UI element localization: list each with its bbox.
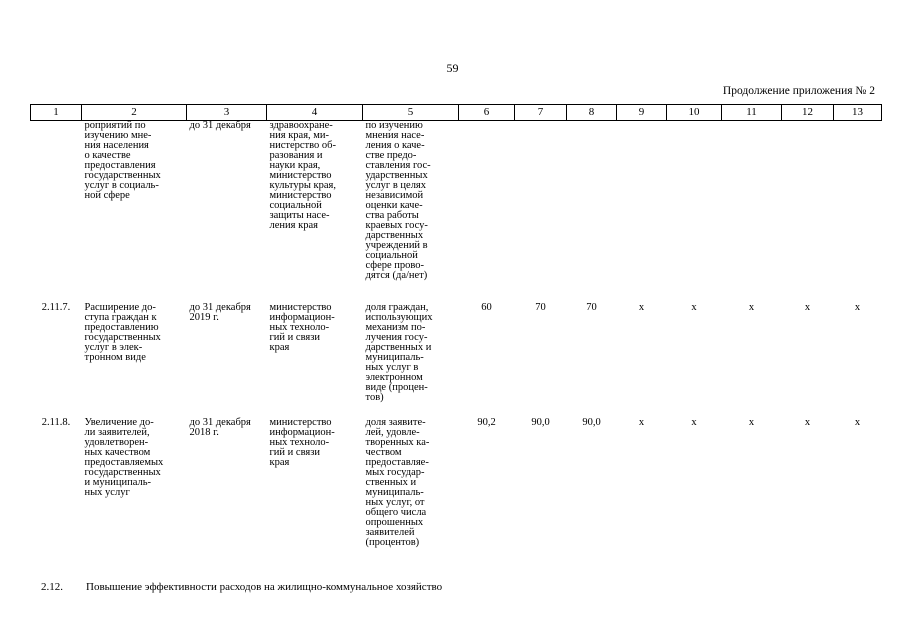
value-cell: x (691, 417, 697, 428)
value-cell: 90,0 (582, 417, 601, 428)
responsible-executor: министерство информацион- ных техноло- гий и связи края (269, 302, 335, 353)
value-cell: x (748, 417, 755, 428)
value-cell (567, 121, 617, 302)
value-cell (515, 121, 567, 302)
column-header: 1 (31, 105, 82, 121)
value-cell: x (691, 302, 697, 313)
column-header: 4 (267, 105, 363, 121)
value-cell (782, 121, 834, 302)
value-cell: 90,2 (477, 417, 496, 428)
page-number: 59 (446, 61, 459, 75)
column-header: 7 (515, 105, 567, 121)
column-header: 2 (82, 105, 187, 121)
value-cell: x (854, 302, 861, 313)
indicator-name: доля граждан, использующих механизм по- лучения госу- дарственных и муниципаль- ных услуг в электронном виде (процен- тов) (365, 302, 433, 403)
column-header-row (31, 105, 882, 121)
column-header: 9 (617, 105, 667, 121)
column-header: 10 (667, 105, 722, 121)
value-cell: x (638, 417, 645, 428)
deadline: до 31 декабря (189, 120, 251, 131)
value-cell (722, 121, 782, 302)
value-cell: x (638, 302, 645, 313)
value-cell: 70 (535, 302, 546, 313)
value-cell: 60 (481, 302, 492, 313)
measure-name: роприятий по изучению мне- ния населения о качестве предоставления государственных услуг в социаль- ной сфере (84, 120, 161, 201)
value-cell: x (804, 417, 811, 428)
column-header: 6 (459, 105, 515, 121)
indicator-name: доля заявите- лей, удовле- творенных ка- чеством предоставляе- мых государ- ственных и муниципаль- ных услуг, от общего числа опрошенных заявителей (процентов) (365, 417, 430, 548)
column-header: 11 (722, 105, 782, 121)
table-row (31, 301, 882, 416)
column-header: 13 (834, 105, 882, 121)
table-row (31, 121, 882, 302)
indicator-name: по изучению мнения насе- ления о каче- стве предо- ставления гос- ударственных услуг в целях независимой оценки каче- ства работы краевых госу- дарственных учреждений в социальной сфере прово- дятся (да/нет) (365, 120, 431, 281)
continuation-label: Продолжение приложения № 2 (722, 85, 875, 97)
appendix-table (30, 104, 882, 564)
column-header: 8 (567, 105, 617, 121)
item-number (31, 121, 82, 302)
table-row (31, 416, 882, 564)
value-cell: 70 (586, 302, 597, 313)
section-title: Повышение эффективности расходов на жилищно-коммунальное хозяйство (86, 581, 443, 593)
responsible-executor: министерство информацион- ных техноло- гий и связи края (269, 417, 335, 468)
column-header: 12 (782, 105, 834, 121)
deadline: до 31 декабря 2019 г. (189, 302, 251, 323)
value-cell (459, 121, 515, 302)
value-cell (834, 121, 882, 302)
deadline: до 31 декабря 2018 г. (189, 417, 251, 438)
value-cell (617, 121, 667, 302)
value-cell: x (854, 417, 861, 428)
column-header: 5 (363, 105, 459, 121)
value-cell (667, 121, 722, 302)
value-cell: x (748, 302, 755, 313)
section-number: 2.12. (41, 581, 63, 593)
item-number: 2.11.8. (41, 417, 71, 428)
item-number: 2.11.7. (41, 302, 71, 313)
measure-name: Увеличение до- ли заявителей, удовлетворен- ных качеством предоставляемых государственных и муниципаль- ных услуг (84, 417, 164, 498)
column-header: 3 (187, 105, 267, 121)
responsible-executor: здравоохране- ния края, ми- нистерство об- разования и науки края, министерство культуры края, министерство социальной защиты насе- ления края (269, 120, 336, 231)
measure-name: Расширение до- ступа граждан к предоставлению государственных услуг в элек- тронном виде (84, 302, 161, 363)
value-cell: 90,0 (531, 417, 550, 428)
value-cell: x (804, 302, 811, 313)
